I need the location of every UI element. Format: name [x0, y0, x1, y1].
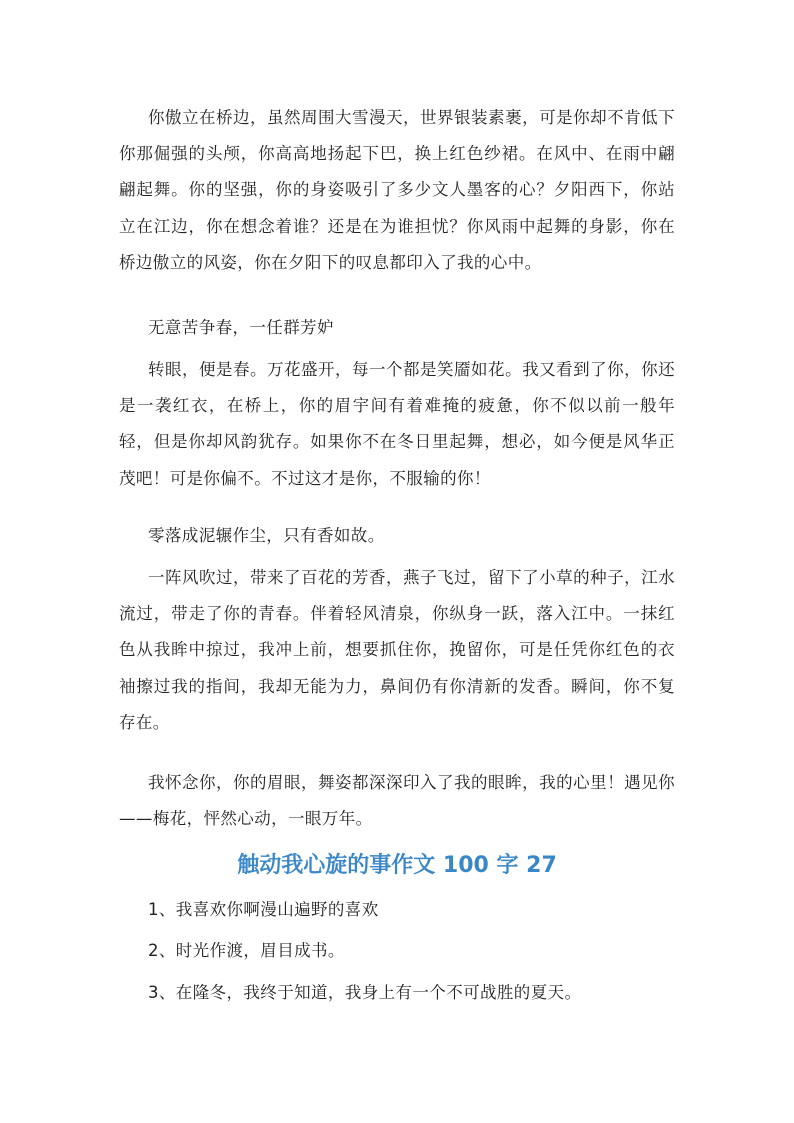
list-item: 1、我喜欢你啊漫山遍野的喜欢 [148, 900, 379, 919]
paragraph-remembrance: 我怀念你，你的眉眼，舞姿都深深印入了我的眼眸，我的心里！遇见你——梅花，怦然心动，一眼万年。 [119, 773, 675, 829]
paragraph-poem-line-1: 无意苦争春，一任群芳妒 [148, 318, 334, 337]
list-item: 2、时光作渡，眉目成书。 [148, 941, 345, 960]
section-heading: 触动我心旋的事作文 100 字 27 [237, 853, 557, 878]
list-item: 3、在隆冬，我终于知道，我身上有一个不可战胜的夏天。 [148, 983, 582, 1002]
paragraph-falling: 一阵风吹过，带来了百花的芳香，燕子飞过，留下了小草的种子，江水流过，带走了你的青春。伴着轻风清泉，你纵身一跃，落入江中。一抹红色从我眸中掠过，我冲上前，想要抓住你，挽留你，可是任凭你红色的衣袖擦过我的指间，我却无能为力，鼻间仍有你清新的发香。瞬间，你不复存在。 [119, 568, 675, 732]
paragraph-poem-line-2: 零落成泥辗作尘，只有香如故。 [148, 526, 385, 545]
paragraph-plum-in-snow: 你傲立在桥边，虽然周围大雪漫天，世界银装素裹，可是你却不肯低下你那倔强的头颅，你高高地扬起下巴，换上红色纱裙。在风中、在雨中翩翩起舞。你的坚强，你的身姿吸引了多少文人墨客的心？夕阳西下，你站立在江边，你在想念着谁？还是在为谁担忧？你风雨中起舞的身影，你在桥边傲立的风姿，你在夕阳下的叹息都印入了我的心中。 [119, 108, 675, 272]
paragraph-spring: 转眼，便是春。万花盛开，每一个都是笑靥如花。我又看到了你，你还是一袭红衣，在桥上，你的眉宇间有着难掩的疲惫，你不似以前一般年轻，但是你却风韵犹存。如果你不在冬日里起舞，想必，如今便是风华正茂吧！可是你偏不。不过这才是你，不服输的你！ [119, 360, 675, 488]
